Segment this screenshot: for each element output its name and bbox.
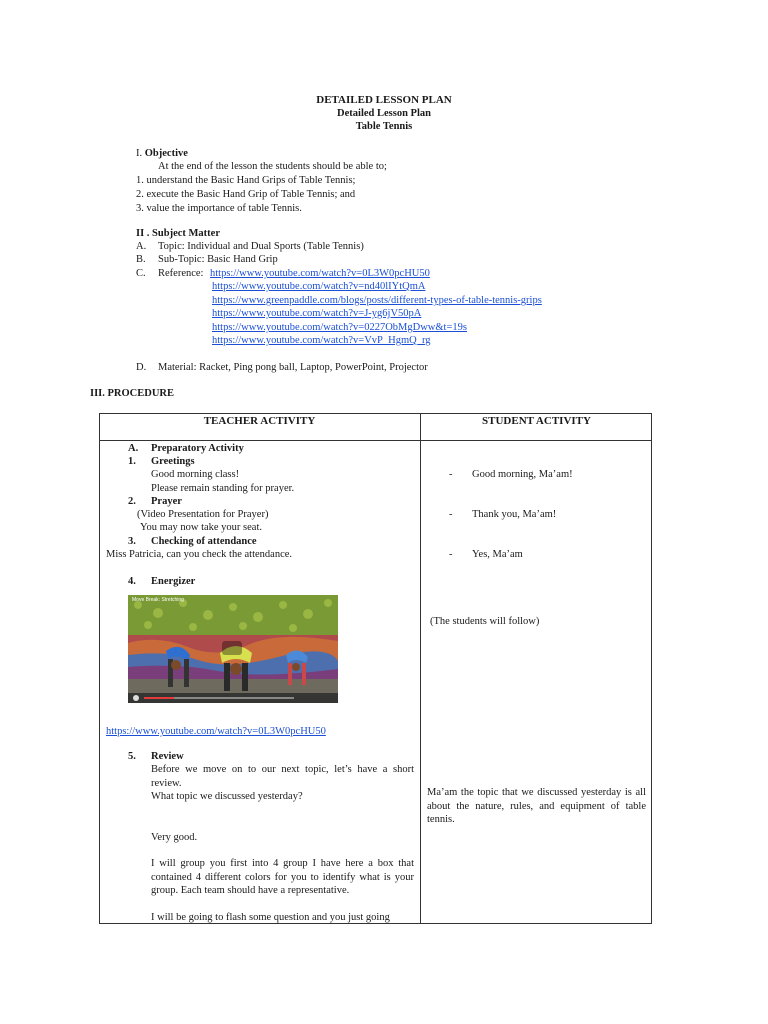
energizer-link[interactable]: https://www.youtube.com/watch?v=0L3W0pcHU50 xyxy=(106,726,326,737)
grouping-instructions: I will group you first into 4 group I have here a box that contained 4 different colors for you to identify what is your group. Each team should have a representative. xyxy=(151,858,414,896)
attendance-num: 3. xyxy=(128,536,136,547)
table-divider-header xyxy=(99,440,652,441)
response-greeting: Good morning, Ma’am! xyxy=(472,469,573,480)
objective-heading-label: Objective xyxy=(144,148,188,159)
review-line-1: Before we move on to our next topic, let’s have a short review. xyxy=(151,764,414,789)
review-num: 5. xyxy=(128,751,136,762)
objective-item-2: 2. execute the Basic Hand Grip of Table Tennis; and xyxy=(136,189,356,200)
response-attendance: Yes, Ma’am xyxy=(472,549,523,560)
objective-intro: At the end of the lesson the students should be able to; xyxy=(158,161,387,172)
topic-text: Topic: Individual and Dual Sports (Table Tennis) xyxy=(158,241,364,252)
response-dash-2: - xyxy=(449,509,453,520)
prep-letter: A. xyxy=(128,443,139,454)
material-letter: D. xyxy=(136,362,147,373)
subtopic-letter: B. xyxy=(136,254,146,265)
energizer-num: 4. xyxy=(128,576,136,587)
reference-link-2[interactable]: https://www.youtube.com/watch?v=nd40lIYtQmA xyxy=(212,281,426,292)
prayer-title: Prayer xyxy=(151,496,182,507)
procedure-heading: III. PROCEDURE xyxy=(90,388,175,399)
reference-link-4[interactable]: https://www.youtube.com/watch?v=J-yg6jV50pA xyxy=(212,308,422,319)
response-dash-1: - xyxy=(449,469,453,480)
material-text: Material: Racket, Ping pong ball, Laptop, PowerPoint, Projector xyxy=(158,362,428,373)
column-header-student: STUDENT ACTIVITY xyxy=(482,415,591,427)
greetings-line-1: Good morning class! xyxy=(151,469,240,480)
reference-link-6[interactable]: https://www.youtube.com/watch?v=VvP_HgmQ_rg xyxy=(212,335,431,346)
greetings-num: 1. xyxy=(128,456,136,467)
document-title: DETAILED LESSON PLAN xyxy=(316,94,452,106)
document-subject: Table Tennis xyxy=(355,121,413,132)
prayer-num: 2. xyxy=(128,496,136,507)
very-good: Very good. xyxy=(151,832,198,843)
subject-matter-heading: II . Subject Matter xyxy=(136,228,220,239)
energizer-title: Energizer xyxy=(151,576,196,587)
response-energizer: (The students will follow) xyxy=(430,616,540,627)
objective-heading-num: I. xyxy=(136,148,143,159)
review-title: Review xyxy=(151,751,184,762)
subtopic-text: Sub-Topic: Basic Hand Grip xyxy=(158,254,278,265)
objective-item-3: 3. value the importance of table Tennis. xyxy=(136,203,302,214)
reference-letter: C. xyxy=(136,268,146,279)
topic-letter: A. xyxy=(136,241,147,252)
column-header-teacher: TEACHER ACTIVITY xyxy=(203,415,316,427)
greetings-title: Greetings xyxy=(151,456,195,467)
energizer-video-thumbnail[interactable] xyxy=(128,595,338,703)
flash-question-text: I will be going to flash some question and you just going xyxy=(151,912,390,923)
table-divider-vertical xyxy=(420,413,421,924)
reference-link-1[interactable]: https://www.youtube.com/watch?v=0L3W0pcHU50 xyxy=(210,268,430,279)
video-caption: Move Break: Stretching xyxy=(132,597,184,603)
reference-label: Reference: xyxy=(158,268,204,279)
attendance-line: Miss Patricia, can you check the attendance. xyxy=(106,549,293,560)
reference-link-5[interactable]: https://www.youtube.com/watch?v=0227ObMgDww&t=19s xyxy=(212,322,467,333)
response-review: Ma’am the topic that we discussed yesterday is all about the nature, rules, and equipment of table tennis. xyxy=(427,787,646,825)
document-subtitle: Detailed Lesson Plan xyxy=(337,108,431,119)
greetings-line-2: Please remain standing for prayer. xyxy=(151,483,295,494)
attendance-title: Checking of attendance xyxy=(151,536,257,547)
objective-heading xyxy=(136,147,188,161)
objective-item-1: 1. understand the Basic Hand Grips of Table Tennis; xyxy=(136,175,356,186)
reference-link-3[interactable]: https://www.greenpaddle.com/blogs/posts/different-types-of-table-tennis-grips xyxy=(212,295,542,306)
response-prayer: Thank you, Ma’am! xyxy=(472,509,557,520)
prayer-video-note: (Video Presentation for Prayer) xyxy=(137,509,269,520)
review-line-2: What topic we discussed yesterday? xyxy=(151,791,303,802)
response-dash-3: - xyxy=(449,549,453,560)
prayer-after: You may now take your seat. xyxy=(140,522,263,533)
prep-title: Preparatory Activity xyxy=(151,443,244,454)
play-icon xyxy=(222,641,242,655)
